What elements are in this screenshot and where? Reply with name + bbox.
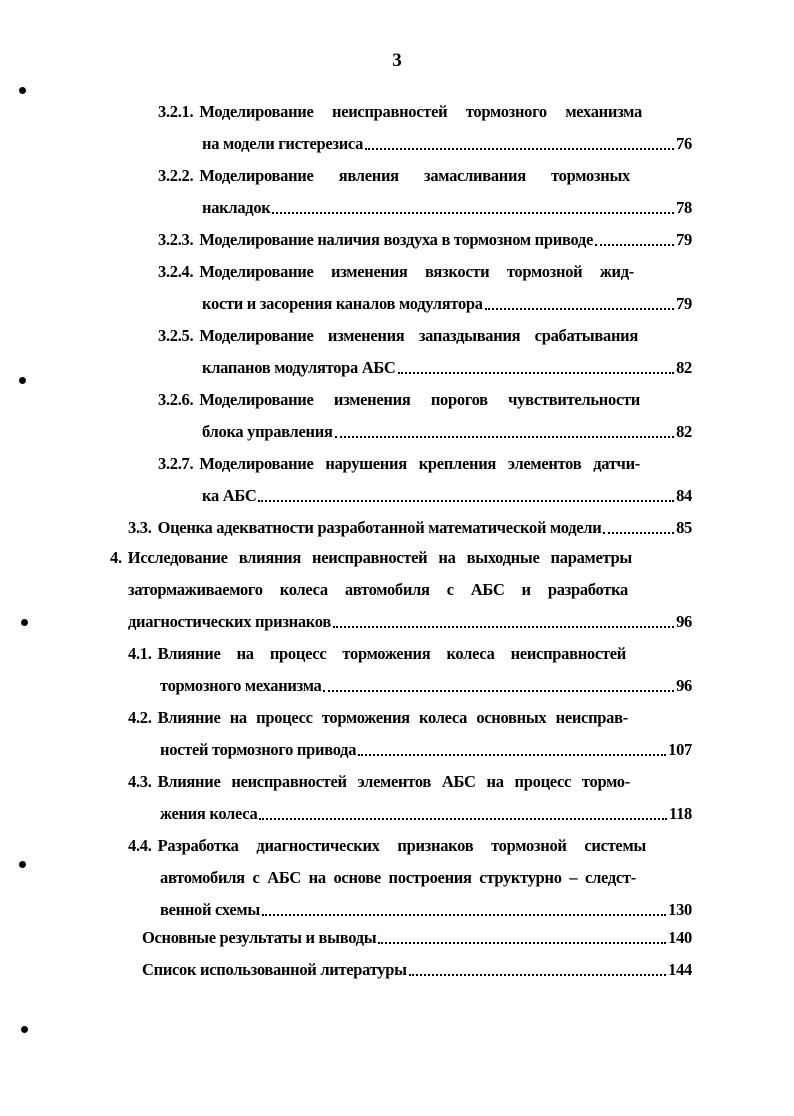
word: жид- [599,262,634,281]
toc-page-number: 107 [668,740,692,759]
word: автомобиля [344,580,430,599]
toc-entry [160,794,692,824]
word: Влияние [157,708,221,727]
toc-title: Основные результаты и выводы [142,928,377,947]
toc-title: диагностических признаков [128,612,331,631]
word: элементов [507,454,582,473]
word: затормаживаемого [128,580,263,599]
toc-number: 4. [110,548,122,567]
word: Влияние [157,644,221,663]
toc-number: 4.4. [128,836,152,855]
word: основе [333,868,381,887]
toc-entry [128,762,630,792]
toc-page-number: 82 [676,422,692,441]
dot-leader [258,500,674,502]
toc-title [199,102,642,122]
toc-entry [128,508,692,538]
toc-title: накладок [202,198,271,217]
toc-entry [142,918,692,948]
word: срабатывания [534,326,638,345]
toc-title: кости и засорения каналов модулятора [202,294,483,313]
toc-title: блока управления [202,422,333,441]
word: тормо- [581,772,630,791]
word: неисправностей [312,548,428,567]
word: Моделирование [199,454,314,473]
word: колеса [446,644,495,663]
toc-entry [160,890,692,920]
word: на [438,548,456,567]
toc-entry [158,252,634,282]
word: чувствительности [508,390,640,409]
toc-page-number: 78 [676,198,692,217]
margin-bullet-icon [19,377,26,384]
word: построения [388,868,472,887]
margin-bullet-icon [19,87,26,94]
toc-page-number: 79 [676,294,692,313]
word: структурно [479,868,562,887]
word: тормозного [465,102,547,121]
word: признаков [397,836,474,855]
word: АБС [470,580,505,599]
toc-entry [128,698,628,728]
toc-entry [202,348,692,378]
toc-page-number: 118 [669,804,692,823]
word: Моделирование [199,326,314,345]
toc-entry [142,950,692,980]
word: системы [584,836,646,855]
word: Влияние [157,772,221,791]
toc-number: 3.2.4. [158,262,194,281]
word: явления [338,166,399,185]
word: диагностических [256,836,380,855]
word: на [486,772,504,791]
word: вязкости [425,262,490,281]
toc-number: 3.3. [128,518,152,537]
word: изменения [333,390,411,409]
toc-number: 4.2. [128,708,152,727]
toc-title: ка АБС [202,486,257,505]
word: нарушения [325,454,407,473]
toc-title: венной схемы [160,900,260,919]
dot-leader [485,308,674,310]
toc-title [158,772,630,792]
word: Моделирование [199,166,314,185]
word: с [446,580,454,599]
toc-title [199,454,640,474]
toc-title [158,708,628,728]
toc-title: ностей тормозного привода [160,740,357,759]
toc-page-number: 130 [668,900,692,919]
toc-title [199,326,638,346]
toc-entry [202,284,692,314]
word: датчи- [593,454,640,473]
toc-title: Моделирование наличия воздуха в тормозном приводе [199,230,593,249]
word: – [569,868,578,887]
word: неисправ- [555,708,628,727]
word: механизма [565,102,642,121]
toc-page-number: 85 [676,518,692,537]
toc-page-number: 96 [676,612,692,631]
word: на [236,644,254,663]
word: параметры [550,548,632,567]
word: порогов [430,390,488,409]
toc-entry [160,858,636,888]
toc-title: клапанов модулятора АБС [202,358,396,377]
toc-title [199,166,630,186]
toc-page-number: 79 [676,230,692,249]
toc-number: 3.2.3. [158,230,194,249]
dot-leader [335,436,675,438]
word: торможения [342,644,431,663]
word: на [229,708,247,727]
toc-entry [160,666,692,696]
toc-page-number: 140 [668,928,692,947]
toc-title: Список использованной литературы [142,960,407,979]
toc-entry [128,570,628,600]
toc-page-number: 76 [676,134,692,153]
dot-leader [603,532,674,534]
toc-title: на модели гистерезиса [202,134,364,153]
word: торможения [321,708,410,727]
toc-page-number: 144 [668,960,692,979]
toc-entry [128,602,692,632]
toc-title [199,262,634,282]
word: выходные [466,548,540,567]
dot-leader [409,974,666,976]
word: неисправностей [231,772,347,791]
margin-bullet-icon [21,619,28,626]
dot-leader [272,212,674,214]
toc-entry [158,444,640,474]
toc-entry [202,476,692,506]
toc-entry [158,220,692,250]
toc-page-number: 82 [676,358,692,377]
word: разработка [547,580,628,599]
toc-number: 3.2.1. [158,102,194,121]
toc-title [128,580,628,600]
word: тормозных [551,166,630,185]
toc-entry [202,412,692,442]
word: с [252,868,260,887]
word: следст- [585,868,636,887]
word: запаздывания [418,326,521,345]
dot-leader [595,244,674,246]
word: Разработка [157,836,239,855]
dot-leader [333,626,674,628]
dot-leader [262,914,666,916]
toc-title: жения колеса [160,804,258,823]
toc-entry [202,124,692,154]
word: АБС [267,868,301,887]
dot-leader [378,942,666,944]
toc-entry [202,188,692,218]
dot-leader [358,754,666,756]
toc-title [199,390,640,410]
toc-entry [160,730,692,760]
word: Моделирование [199,262,314,281]
word: Исследование [127,548,228,567]
word: неисправностей [332,102,448,121]
word: процесс [514,772,572,791]
toc-title: Оценка адекватности разработанной математической модели [157,518,602,537]
toc-number: 3.2.7. [158,454,194,473]
word: на [308,868,326,887]
toc-number: 4.1. [128,644,152,663]
toc-entry [128,826,646,856]
word: изменения [327,326,405,345]
margin-bullet-icon [21,1026,28,1033]
toc-title: тормозного механизма [160,676,322,695]
word: Моделирование [199,390,314,409]
toc-entry [158,316,638,346]
toc-number: 3.2.5. [158,326,194,345]
toc-title [160,868,636,888]
word: крепления [418,454,497,473]
dot-leader [398,372,675,374]
dot-leader [259,818,667,820]
toc-entry [158,156,630,186]
toc-entry [110,538,632,568]
toc-number: 3.2.2. [158,166,194,185]
word: и [521,580,531,599]
toc-page-number: 84 [676,486,692,505]
word: процесс [256,708,313,727]
toc-title [158,644,626,664]
toc-number: 4.3. [128,772,152,791]
word: колеса [419,708,468,727]
toc-entry [158,92,642,122]
toc-page-number: 96 [676,676,692,695]
word: Моделирование [199,102,314,121]
dot-leader [365,148,674,150]
word: элементов [357,772,431,791]
toc-title [158,836,646,856]
page-number: 3 [392,50,402,71]
word: тормозной [506,262,583,281]
word: процесс [269,644,327,663]
dot-leader [323,690,674,692]
toc-entry [158,380,640,410]
toc-entry [128,634,626,664]
word: основных [476,708,547,727]
word: автомобиля [160,868,245,887]
toc-number: 3.2.6. [158,390,194,409]
word: влияния [238,548,301,567]
margin-bullet-icon [19,861,26,868]
word: АБС [441,772,476,791]
word: тормозной [491,836,567,855]
word: колеса [279,580,328,599]
word: изменения [331,262,408,281]
word: неисправностей [510,644,626,663]
word: замасливания [424,166,526,185]
toc-title [128,548,632,568]
